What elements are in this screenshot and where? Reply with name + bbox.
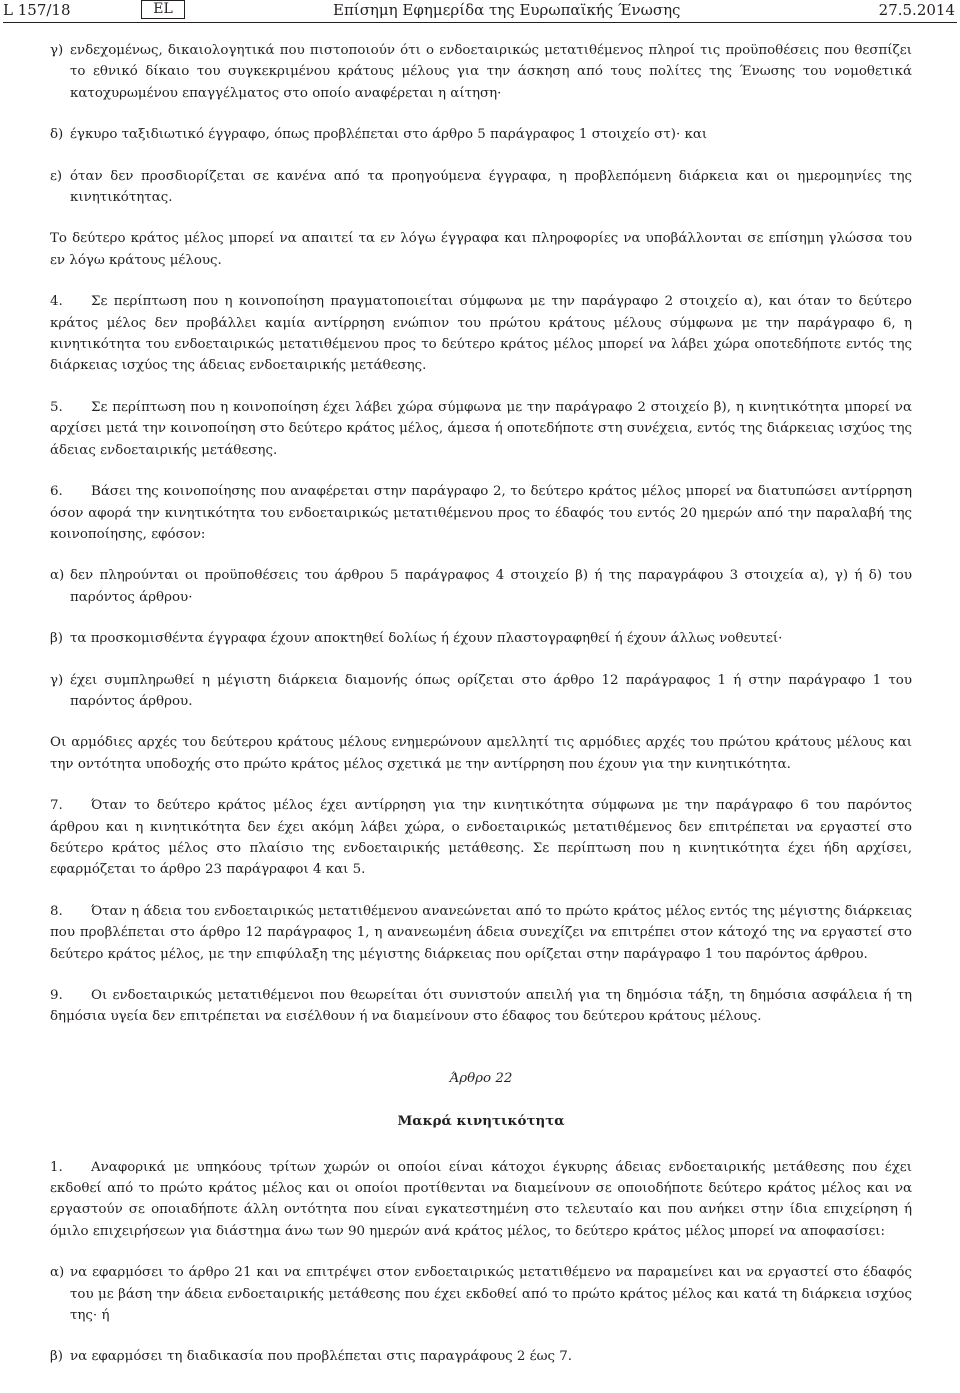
paragraph-number: 9. (50, 988, 63, 1003)
journal-header (3, 0, 957, 23)
paragraph-6 (50, 481, 912, 545)
item-text: να εφαρμόσει τη διαδικασία που προβλέπεται στις παραγράφους 2 έως 7. (70, 1349, 573, 1365)
item-text: τα προσκομισθέντα έγγραφα έχουν αποκτηθεί δολίως ή έχουν πλαστογραφηθεί ή έχουν άλλως νοθευτεί· (70, 631, 783, 647)
item-text: όταν δεν προσδιορίζεται σε κανένα από τα προηγούμενα έγγραφα, η προβλεπόμενη διάρκεια και οι ημερομηνίες της κινητικότητας. (70, 168, 912, 206)
item-text: να εφαρμόσει το άρθρο 21 και να επιτρέψει στον ενδοεταιρικώς μετατιθέμενο να παραμείνει και να εργαστεί στο έδαφός του με βάση την άδεια ενδοεταιρικής μετάθεσης που έχει εκδοθεί από το πρώτο κράτος μέλος και κατά τη διάρκεια ισχύος της· ή (70, 1265, 912, 1324)
paragraph-6-final: Οι αρμόδιες αρχές του δεύτερου κράτους μέλους ενημερώνουν αμελλητί τις αρμόδιες αρχές του πρώτου κράτους μέλους και την οντότητα υποδοχής στο πρώτο κράτος μέλος σχετικά με την αντίρρηση που έχουν για την κινητικότητα. (50, 735, 912, 772)
list-item-d (50, 124, 912, 145)
paragraph-text: Όταν η άδεια του ενδοεταιρικώς μετατιθέμενου ανανεώνεται από το πρώτο κράτος μέλος εντός της μέγιστης διάρκειας που προβλέπεται στο άρθρο 12 παράγραφος 1, η ανανεωμένη άδεια συνεχίζει να επιτρέπει στον κάτοχό της να εργαστεί στο δεύτερο κράτος μέλος, με την επιφύλαξη της μέγιστης διάρκειας που ορίζεται στην παράγραφο 1 του παρόντος άρθρου. (50, 903, 912, 962)
paragraph-8 (50, 901, 912, 965)
paragraph-number: 1. (50, 1159, 63, 1175)
item-text: δεν πληρούνται οι προϋποθέσεις του άρθρου 5 παράγραφος 4 στοιχείο β) ή της παραγράφου 3 στοιχεία α), γ) ή δ) του παρόντος άρθρου· (70, 568, 912, 605)
list-item-e (50, 166, 912, 209)
paragraph-text: Όταν το δεύτερο κράτος μέλος έχει αντίρρηση για την κινητικότητα σύμφωνα με την παράγραφο 6 του παρόντος άρθρου και η κινητικότητα δεν έχει ακόμη λάβει χώρα, ο ενδοεταιρικώς μετατιθέμενος δεν επιτρέπεται να εργαστεί στο δεύτερο κράτος μέλος στο πλαίσιο της ενδοεταιρικής μετάθεσης. Σε περίπτωση που η κινητικότητα έχει ήδη αρχίσει, εφαρμόζεται το άρθρο 23 παράγραφοι 4 και 5. (50, 798, 912, 878)
paragraph-text: Αναφορικά με υπηκόους τρίτων χωρών οι οποίοι είναι κάτοχοι έγκυρης άδειας ενδοεταιρικής μετάθεσης που έχει εκδοθεί από το πρώτο κράτος μέλος και οι οποίοι προτίθενται να διαμείνουν σε οποιοδήποτε δεύτερο κράτος μέλος και να εργαστούν σε οποιαδήποτε άλλη οντότητα που είναι εγκατεστημένη στο τελευταίο και που ανήκει στην ίδια επιχείρηση ή όμιλο επιχειρήσεων για διάστημα άνω των 90 ημερών ανά κράτος μέλος, το δεύτερο κράτος μέλος μπορεί να αποφασίσει: (50, 1159, 912, 1239)
paragraph-number: 7. (50, 798, 63, 814)
item-label: β) (50, 1349, 63, 1365)
journal-title: Επίσημη Εφημερίδα της Ευρωπαϊκής Ένωσης (333, 1, 681, 19)
item-text: έχει συμπληρωθεί η μέγιστη διάρκεια διαμονής όπως ορίζεται στο άρθρο 12 παράγραφος 1 ή στην παράγραφο 1 του παρόντος άρθρου. (70, 672, 912, 709)
paragraph-number: 4. (50, 294, 63, 310)
paragraph-5 (50, 397, 912, 461)
list-item-6c (50, 670, 912, 713)
item-text: ενδεχομένως, δικαιολογητικά που πιστοποιούν ότι ο ενδοεταιρικώς μετατιθέμενος πληροί τις προϋποθέσεις που θεσπίζει το εθνικό δίκαιο του συγκεκριμένου κράτους μέλους για την άσκηση από τους πολίτες της Ένωσης του νομοθετικά κατοχυρωμένου επαγγέλματος στο οποίο αναφέρεται η αίτηση· (70, 43, 912, 101)
item-label: δ) (50, 127, 64, 143)
paragraph-text: Οι ενδοεταιρικώς μετατιθέμενοι που θεωρείται ότι συνιστούν απειλή για τη δημόσια τάξη, τη δημόσια ασφάλεια ή τη δημόσια υγεία δεν επιτρέπεται να εισέλθουν ή να διαμείνουν στο έδαφος του δεύτερου κράτους μέλους. (50, 988, 912, 1025)
paragraph-number: 8. (50, 903, 63, 919)
paragraph-text: Σε περίπτωση που η κοινοποίηση έχει λάβει χώρα σύμφωνα με την παράγραφο 2 στοιχείο β), η κινητικότητα μπορεί να αρχίσει μετά την κοινοποίηση στο δεύτερο κράτος μέλος, άμεσα ή οποτεδήποτε στη συνέχεια, εντός της διάρκειας ισχύος της άδειας ενδοεταιρικής μετάθεσης. (50, 399, 912, 458)
item-label: γ) (50, 672, 64, 688)
item-text: έγκυρο ταξιδιωτικό έγγραφο, όπως προβλέπεται στο άρθρο 5 παράγραφος 1 στοιχείο στ)· και (70, 127, 708, 143)
article-title: Μακρά κινητικότητα (397, 1113, 565, 1130)
language-badge: EL (141, 0, 185, 19)
article-paragraph-1 (50, 1157, 912, 1243)
list-item-6b (50, 628, 912, 649)
list-item-g (50, 40, 912, 104)
list-item-1b (50, 1346, 912, 1367)
paragraph-number: 5. (50, 399, 63, 415)
paragraph-number: 6. (50, 484, 63, 500)
publication-date: 27.5.2014 (878, 1, 955, 19)
document-body (50, 40, 912, 1388)
item-label: α) (50, 568, 65, 584)
page-number: L 157/18 (3, 1, 71, 19)
article-number: Άρθρο 22 (449, 1070, 513, 1086)
paragraph-9 (50, 985, 912, 1028)
list-item-1a (50, 1262, 912, 1326)
language-paragraph: Το δεύτερο κράτος μέλος μπορεί να απαιτεί τα εν λόγω έγγραφα και πληροφορίες να υποβάλλονται σε επίσημη γλώσσα του εν λόγω κράτους μέλους. (50, 231, 912, 268)
paragraph-4 (50, 291, 912, 377)
item-label: β) (50, 631, 63, 647)
paragraph-7 (50, 795, 912, 881)
item-label: ε) (50, 168, 63, 184)
item-label: α) (50, 1265, 65, 1281)
paragraph-text: Βάσει της κοινοποίησης που αναφέρεται στην παράγραφο 2, το δεύτερο κράτος μέλος μπορεί να διατυπώσει αντίρρηση όσον αφορά την κινητικότητα του ενδοεταιρικώς μετατιθέμενου προς το έδαφός του εντός 20 ημερών από την παραλαβή της κοινοποίησης, εφόσον: (50, 484, 912, 542)
paragraph-text: Σε περίπτωση που η κοινοποίηση πραγματοποιείται σύμφωνα με την παράγραφο 2 στοιχείο α), και όταν το δεύτερο κράτος μέλος δεν προβάλλει καμία αντίρρηση ενώπιον του πρώτου κράτους μέλους σύμφωνα με την παράγραφο 6, η κινητικότητα του ενδοεταιρικώς μετατιθέμενου προς το δεύτερο κράτος μέλος μπορεί να λάβει χώρα οποτεδήποτε εντός της διάρκειας ισχύος της άδειας ενδοεταιρικής μετάθεσης. (50, 294, 912, 374)
item-label: γ) (50, 43, 64, 58)
list-item-6a (50, 565, 912, 608)
